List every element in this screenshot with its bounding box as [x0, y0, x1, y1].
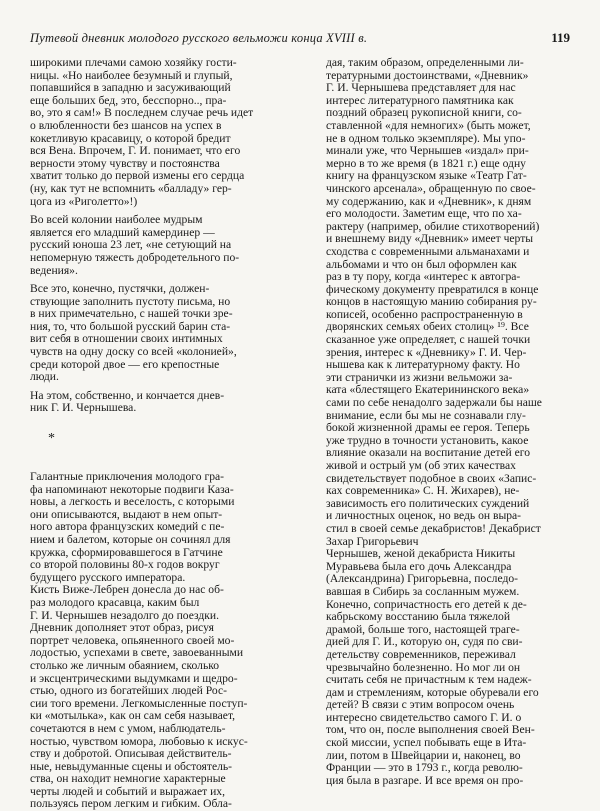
- text-line: цога из «Риголетто»!): [30, 194, 138, 208]
- text-line: сочетаются в нем с умом, наблюдатель-: [30, 721, 226, 735]
- text-line: хватит только до первой измены его сердца: [30, 169, 245, 183]
- text-line: детей? В связи с этим вопросом очень: [326, 698, 515, 712]
- text-line: альбомами и что он был оформлен как: [326, 257, 517, 271]
- text-line: кописей, особенно распространенную в: [326, 307, 523, 321]
- text-line: со второй половины 80-х годов вокруг: [30, 558, 220, 572]
- text-line: эти странички из жизни вельможи за-: [326, 370, 513, 384]
- text-line: Чернышев, женой декабриста Никиты: [326, 547, 516, 561]
- text-line: дая, таким образом, определенными ли-: [326, 56, 524, 69]
- text-line: уже трудно в точности установить, какое: [326, 433, 529, 447]
- text-line: верности этому чувству и постоянства: [30, 156, 220, 170]
- text-line: Во всей колонии наиболее мудрым: [30, 213, 203, 227]
- text-line: ного автора французских комедий с пе-: [30, 520, 225, 534]
- text-line: сии того времени. Легкомысленные поступ-: [30, 696, 248, 710]
- text-line: Захар Григорьевич: [326, 534, 419, 548]
- text-line: сходства с современными альманахами и: [326, 244, 530, 258]
- text-line: не в одном только экземпляре). Мы упо-: [326, 131, 526, 145]
- text-line: нием и балетом, которые он сочинял для: [30, 533, 231, 546]
- text-line: непомерную тяжесть добродетельного по-: [30, 250, 240, 264]
- text-line: дам и стремлениям, которые обуревали его: [326, 685, 539, 699]
- text-line: ставленной «для немногих» (быть может,: [326, 118, 531, 132]
- text-line: рактеру (например, обилие стихотворений): [326, 219, 540, 233]
- text-line: (ну, как тут не вспомнить «балладу» гер-: [30, 181, 232, 195]
- running-title: Путевой дневник молодого русского вельможи конца XVIII в.: [30, 31, 368, 45]
- text-line: кокетливую красавицу, о которой бредит: [30, 131, 231, 145]
- text-line: ницы. «Но наиболее безумный и глупый,: [30, 68, 233, 82]
- text-line: минали уже, что Чернышев «издал» при-: [326, 144, 529, 158]
- text-line: ведения».: [30, 263, 78, 277]
- text-line: чинского арсенала», обращенную по свое-: [326, 181, 536, 195]
- text-line: Г. И. Чернышев незадолго до поездки.: [30, 608, 220, 622]
- text-line: тературными достоинствами, «Дневник»: [326, 68, 529, 82]
- text-line: еще больших бед, это, бесспорно.., пра-: [30, 93, 227, 107]
- text-line: и эксцентрическими выдумками и щедро-: [30, 671, 238, 685]
- text-line: Кисть Виже-Лебрен донесла до нас об-: [30, 583, 224, 597]
- text-line: является его младший камердинер —: [30, 225, 215, 239]
- text-line: драмой, больше того, настоящей траге-: [326, 622, 520, 636]
- text-line: кабрьскому восстанию была тяжелой: [326, 610, 511, 624]
- text-line: ник Г. И. Чернышева.: [30, 401, 137, 415]
- text-line: зависимость его политических суждений: [326, 496, 530, 510]
- text-line: Франции — это в 1793 г., когда револю-: [326, 761, 523, 775]
- text-line: портрет человека, опьяненного своей мо-: [30, 633, 235, 647]
- text-line: (Александрина) Григорьевна, последо-: [326, 572, 519, 586]
- text-line: концов в настоящую манию собирания ру-: [326, 295, 537, 309]
- text-line: сами по себе ненадолго задержали бы наше: [326, 396, 542, 410]
- text-line: новы, а легкость и веселость, с которыми: [30, 495, 235, 509]
- text-line: Г. И. Чернышева представляет для нас: [326, 81, 516, 95]
- text-line: дией для Г. И., которую он, судя по сви-: [326, 635, 523, 649]
- text-line: о влюбленности без шансов на успех в: [30, 118, 222, 132]
- text-line: ция была в разгаре. И все время он про-: [326, 773, 524, 787]
- text-line: ки «мотылька», как он сам себя называет,: [30, 709, 236, 723]
- text-line: ской миссии, успел побывать еще в Ита-: [326, 736, 527, 750]
- text-line: фическому документу превратился в конце: [326, 282, 539, 296]
- text-line: Конечно, сопричастность его детей к де-: [326, 597, 527, 611]
- text-line: вавшая в Сибирь за сосланным мужем.: [326, 584, 520, 598]
- text-line: ные, невыдуманные сцены и обстоятель-: [30, 759, 233, 773]
- text-line: русский юноша 23 лет, «не сетующий на: [30, 238, 232, 252]
- text-line: нышева как к литературному факту. Но: [326, 358, 520, 372]
- text-line: во, это я сам!» В последнем случае речь идет: [30, 106, 254, 120]
- text-line: стью, одного из богатейших людей Рос-: [30, 684, 227, 698]
- text-line: внимание, если бы мы не сознавали глу-: [326, 408, 526, 422]
- text-line: и личностных оценок, но ведь он выра-: [326, 509, 522, 523]
- text-line: стил в своей семье декабристов! Декабрист: [326, 521, 541, 535]
- text-line: бокой жизненной драмы ее героя. Теперь: [326, 421, 530, 435]
- text-line: считать себя не причастным к тем надеж-: [326, 673, 532, 687]
- running-header: [30, 31, 570, 47]
- text-line: чрезвычайно болезненно. Но мог ли он: [326, 660, 521, 674]
- text-line: чувств на одну доску со всей «колонией»,: [30, 345, 237, 359]
- text-line: в них примечательно, с нашей точки зре-: [30, 307, 233, 321]
- text-line: будущего русского императора.: [30, 570, 186, 584]
- text-line: раз молодого красавца, каким был: [30, 595, 200, 609]
- text-line: его молодости. Заметим еще, что по ха-: [326, 207, 522, 221]
- text-line: Муравьева была его дочь Александра: [326, 559, 512, 573]
- text-line: вся Вена. Впрочем, Г. И. понимает, что его: [30, 144, 241, 158]
- text-line: поздний образец рукописной книги, со-: [326, 106, 522, 120]
- text-line: они описываются, выдают в нем опыт-: [30, 507, 223, 521]
- text-line: ству и добротой. Описывая действитель-: [30, 747, 232, 761]
- text-line: вит себя в отношении своих интимных: [30, 332, 223, 346]
- text-line: ния, то, что большой русский барин ста-: [30, 319, 231, 333]
- text-line: интересно свидетельство самого Г. И. о: [326, 710, 522, 724]
- text-line: му содержанию, как и «Дневник», к дням: [326, 194, 532, 208]
- page-number: 119: [551, 30, 570, 45]
- text-line: детельству современников, переживал: [326, 647, 516, 661]
- text-line: ствующие заполнить пустоту письма, но: [30, 294, 231, 308]
- text-line: широкими плечами самою хозяйку гости-: [30, 56, 237, 69]
- section-separator: [30, 415, 274, 471]
- text-line: зрения, интерес к «Дневнику» Г. И. Чер-: [326, 345, 527, 359]
- right-column: [326, 57, 570, 787]
- text-line: На этом, собственно, и кончается днев-: [30, 388, 225, 402]
- text-line: влияние оказали на воспитание детей его: [326, 446, 531, 460]
- text-line: черты людей и событий и выражает их,: [30, 784, 225, 798]
- text-line: попавшийся в западню и засуживающий: [30, 81, 231, 95]
- text-line: раз в ту пору, когда «интерес к автогра-: [326, 270, 521, 284]
- text-line: кружка, сформировавшегося в Гатчине: [30, 545, 223, 559]
- text-line: люди.: [30, 370, 59, 384]
- text-line: и внешнему виду «Дневник» имеет черты: [326, 232, 534, 246]
- text-line: ностью, чувством юмора, любовью к искус-: [30, 734, 248, 748]
- text-line: лии, потом в Швейцарии и, наконец, во: [326, 748, 521, 762]
- text-line: столько же личным обаянием, сколько: [30, 658, 220, 672]
- text-line: фа напоминают некоторые подвиги Каза-: [30, 482, 234, 496]
- left-column: [30, 57, 274, 811]
- text-line: пользуясь пером легким и гибким. Обла-: [30, 797, 232, 811]
- text-line: ката «блестящего Екатерининского века»: [326, 383, 530, 397]
- text-line: Все это, конечно, пустячки, должен-: [30, 282, 210, 296]
- text-line: живой и острый ум (об этих качествах: [326, 459, 516, 472]
- text-line: ства, он находит немногие характерные: [30, 772, 226, 786]
- text-line: дворянских семьях обеих столиц» ¹⁹. Все: [326, 320, 529, 334]
- text-line: среди которой двое — его крепостные: [30, 357, 220, 371]
- asterisk-separator: *: [48, 431, 55, 447]
- text-line: книгу на французском языке «Театр Гат-: [326, 169, 527, 183]
- text-line: ках современника» С. Н. Жихарев), не-: [326, 484, 520, 498]
- text-line: том, что он, после выполнения своей Вен-: [326, 723, 535, 737]
- text-line: Дневник дополняет этот образ, рисуя: [30, 621, 214, 635]
- text-line: свидетельствует подобное в своих «Запис-: [326, 471, 537, 485]
- text-line: Галантные приключения молодого гра-: [30, 470, 225, 484]
- text-line: сказанное уже определяет, с нашей точки: [326, 333, 531, 347]
- text-line: мерно в то же время (в 1821 г.) еще одну: [326, 156, 526, 170]
- text-line: интерес литературного памятника как: [326, 93, 514, 107]
- text-line: лодостью, успехами в свете, завоеванными: [30, 646, 244, 660]
